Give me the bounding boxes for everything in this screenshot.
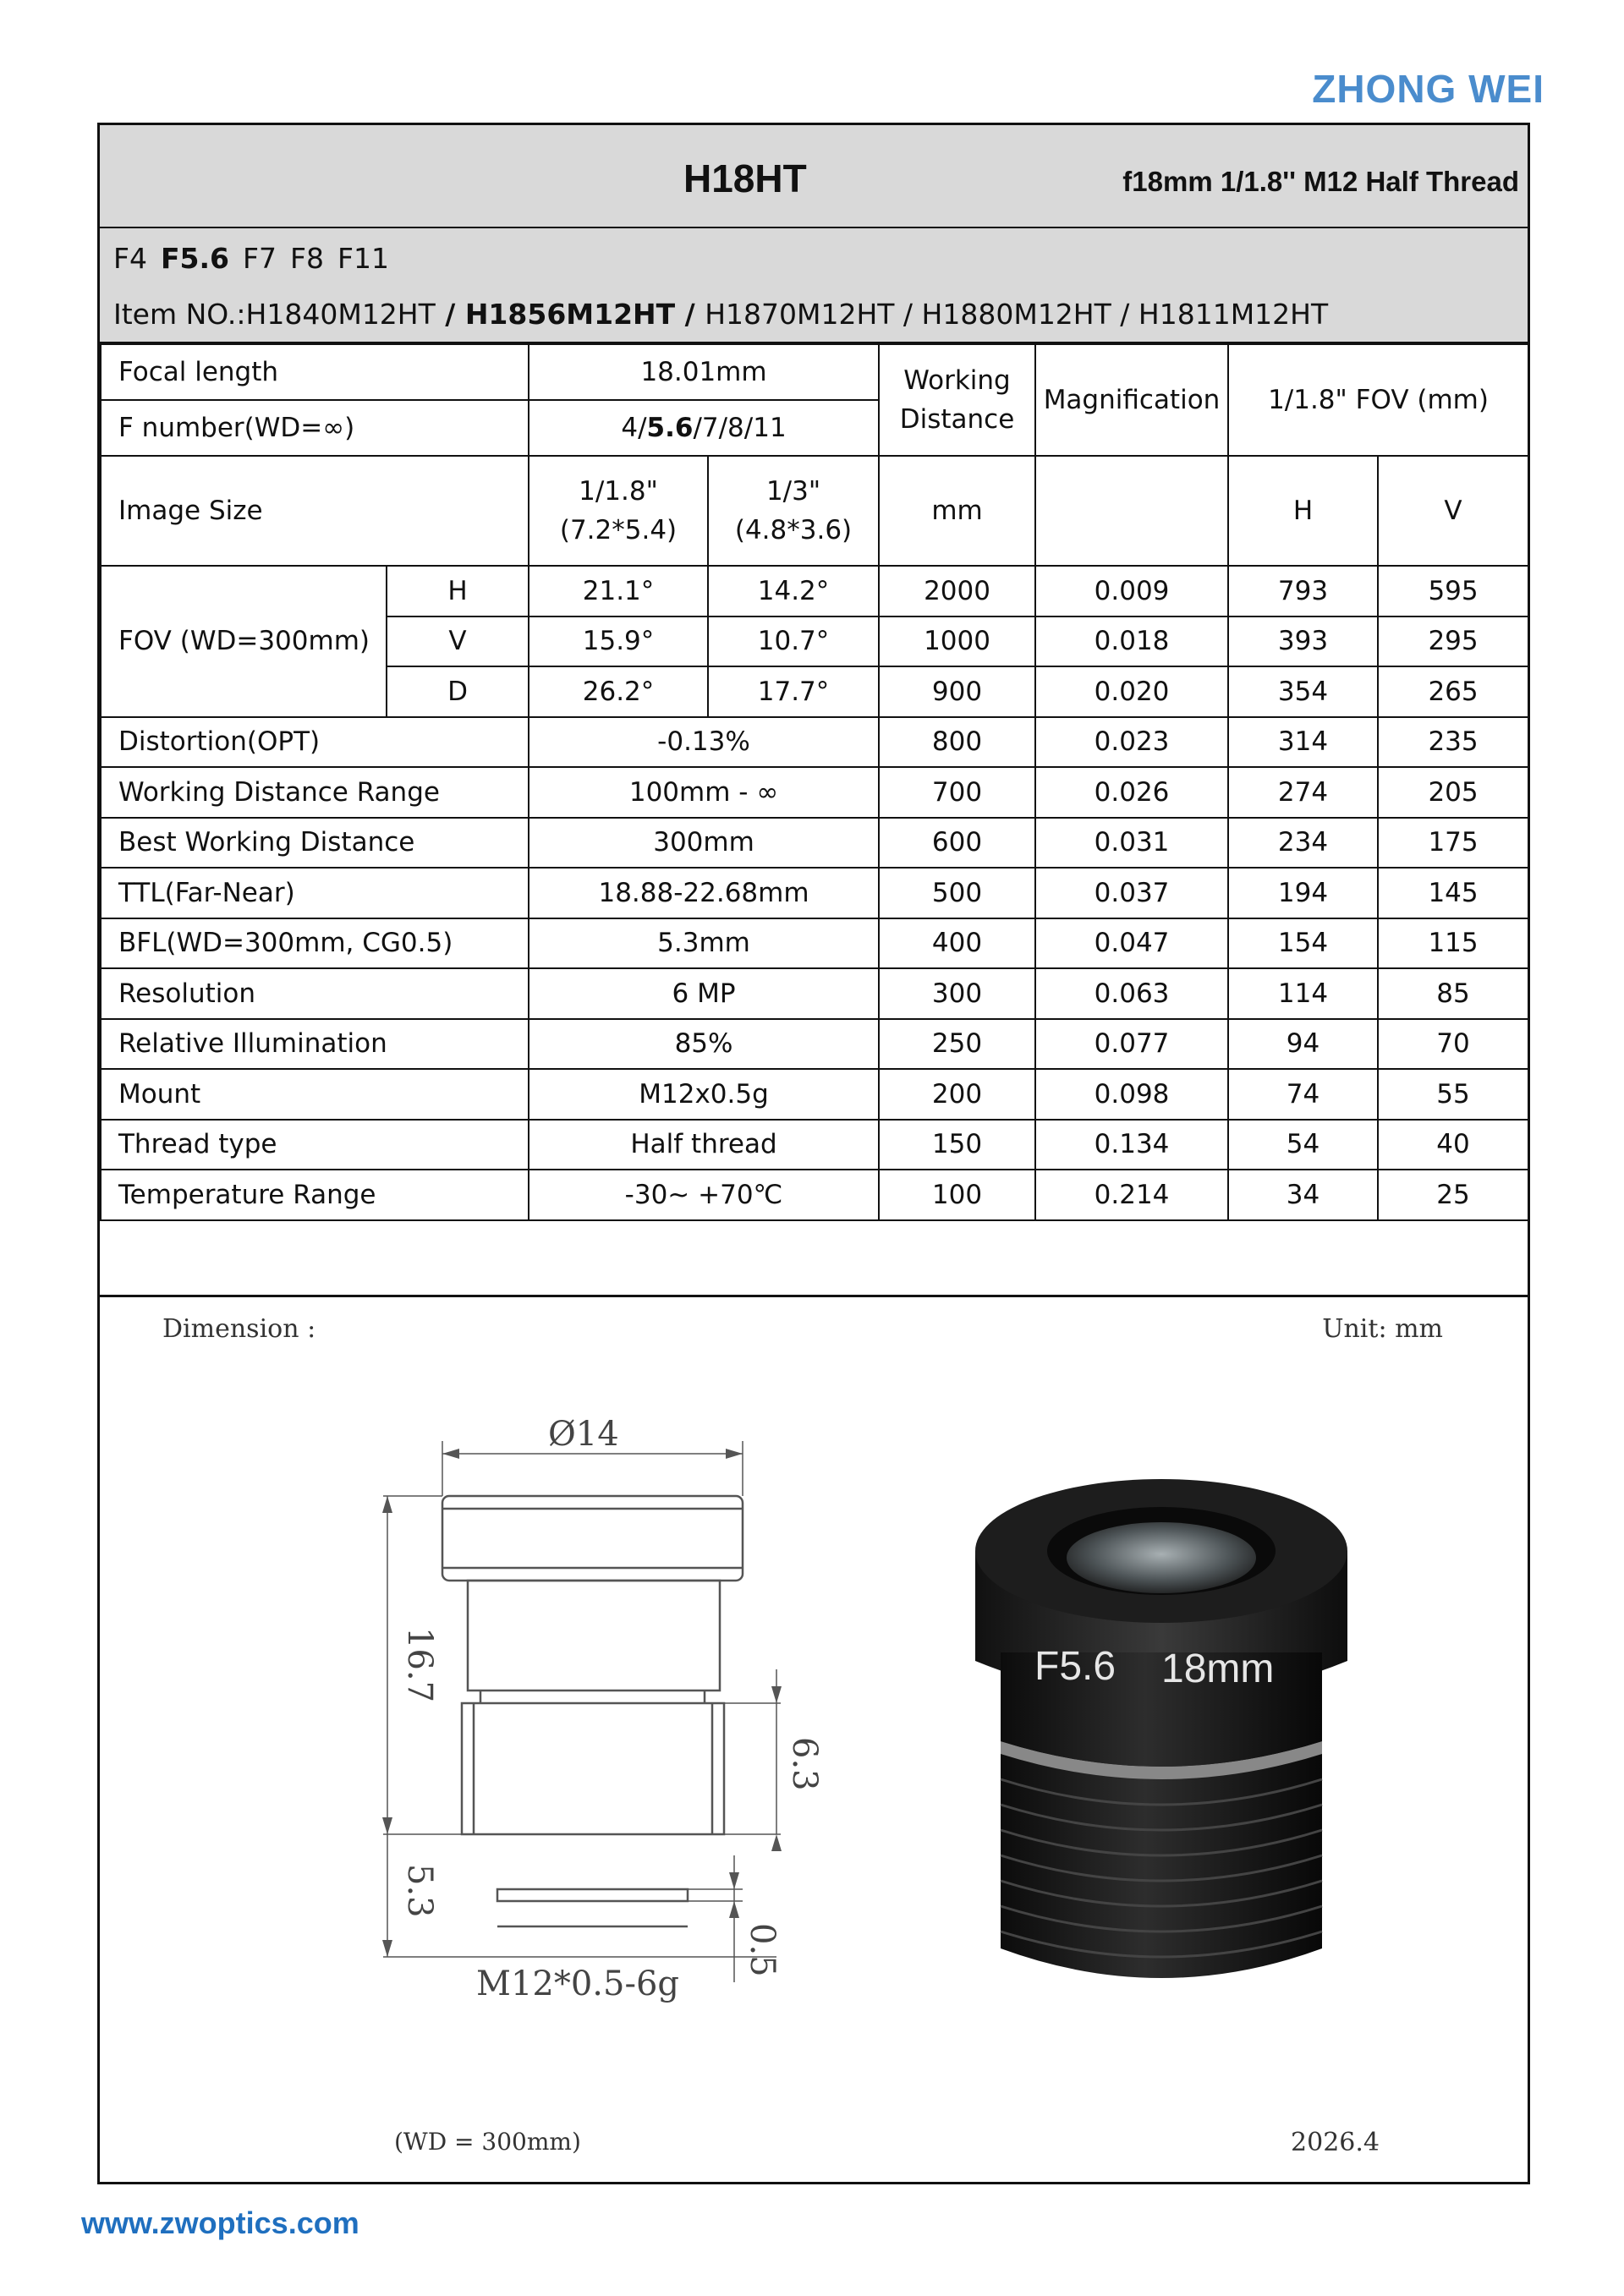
spec-value: -30~ +70℃ [529, 1170, 879, 1220]
item-number: H1811M12HT [1138, 298, 1329, 331]
fov-v-cell: 55 [1378, 1069, 1528, 1120]
fnumber-label: F number(WD=∞) [101, 400, 529, 456]
magnification-cell: 0.020 [1035, 666, 1228, 717]
item-number-separator: / [435, 298, 465, 331]
thread-spec-label: M12*0.5-6g [476, 1964, 680, 2003]
wd-note: (WD = 300mm) [394, 2128, 581, 2156]
fov-angle-a: 15.9° [529, 616, 708, 667]
fov-v-cell: 25 [1378, 1170, 1528, 1220]
item-number: H1840M12HT [245, 298, 436, 331]
fov-h-cell: 393 [1228, 616, 1378, 667]
website-link[interactable]: www.zwoptics.com [81, 2206, 359, 2240]
date-note: 2026.4 [1291, 2128, 1380, 2157]
item-number-separator: / [675, 298, 705, 331]
image-size-b [708, 456, 879, 566]
arrow-glass-bottom [729, 1901, 739, 1918]
spec-label: Best Working Distance [101, 818, 529, 869]
fov-h-cell: 94 [1228, 1019, 1378, 1070]
fov-v-cell: 115 [1378, 918, 1528, 969]
spec-value: 18.88-22.68mm [529, 868, 879, 918]
item-number-separator: / [1111, 298, 1138, 331]
magnification-cell: 0.077 [1035, 1019, 1228, 1070]
fov-h-cell: 314 [1228, 717, 1378, 768]
wd-cell: 500 [879, 868, 1035, 918]
magnification-cell: 0.018 [1035, 616, 1228, 667]
spec-value: 100mm - ∞ [529, 767, 879, 818]
table-row [101, 868, 1528, 918]
fov-v-cell: 85 [1378, 968, 1528, 1019]
fnumber-value [529, 400, 879, 456]
model-subtitle: f18mm 1/1.8'' M12 Half Thread [1122, 166, 1519, 197]
spec-label: Relative Illumination [101, 1019, 529, 1070]
fov-h-cell: 793 [1228, 566, 1378, 616]
spec-label: Mount [101, 1069, 529, 1120]
item-number-list [113, 298, 1328, 331]
table-row [101, 918, 1528, 969]
spec-value: Half thread [529, 1120, 879, 1170]
spec-value: 5.3mm [529, 918, 879, 969]
magnification-cell: 0.023 [1035, 717, 1228, 768]
fov-v-cell: 70 [1378, 1019, 1528, 1070]
focal-length-label: Focal length [101, 344, 529, 400]
fov-angle-b: 10.7° [708, 616, 879, 667]
table-row [101, 1170, 1528, 1220]
wd-cell: 800 [879, 717, 1035, 768]
fov-v-cell: 205 [1378, 767, 1528, 818]
image-size-b-dims: (4.8*3.6) [734, 515, 853, 545]
item-number-prefix: Item NO.: [113, 298, 246, 331]
arrow-glass-top [729, 1872, 739, 1889]
image-size-a-format: 1/1.8" [579, 476, 658, 507]
table-row [101, 1019, 1528, 1070]
fnumber-value-post: /7/8/11 [693, 413, 787, 443]
arrow-top [382, 1496, 392, 1513]
fov-v-cell: 235 [1378, 717, 1528, 768]
variants-band [100, 228, 1528, 343]
fov-axis: V [387, 616, 529, 667]
fov-h-cell: 114 [1228, 968, 1378, 1019]
magnification-cell: 0.037 [1035, 868, 1228, 918]
focal-length-value: 18.01mm [529, 344, 879, 400]
aperture-item: F5.6 [160, 242, 229, 275]
fov-h-cell: 234 [1228, 818, 1378, 869]
wd-cell: 2000 [879, 566, 1035, 616]
wd-cell: 900 [879, 666, 1035, 717]
image-size-a-dims: (7.2*5.4) [559, 515, 678, 545]
fov-axis: D [387, 666, 529, 717]
aperture-item: F4 [113, 242, 147, 275]
thread-length-label: 6.3 [785, 1737, 824, 1791]
spec-value: 300mm [529, 818, 879, 869]
table-row [101, 767, 1528, 818]
fov-v-cell: 40 [1378, 1120, 1528, 1170]
fov-h-cell: 54 [1228, 1120, 1378, 1170]
fnumber-value-pre: 4/ [621, 413, 647, 443]
magnification-cell: 0.134 [1035, 1120, 1228, 1170]
magnification-cell: 0.047 [1035, 918, 1228, 969]
image-size-label: Image Size [101, 456, 529, 566]
wd-cell: 150 [879, 1120, 1035, 1170]
photo-glass [1067, 1522, 1256, 1593]
drawing-body [468, 1581, 720, 1690]
fov-h-cell: 194 [1228, 868, 1378, 918]
fov-mm-header: 1/1.8" FOV (mm) [1228, 344, 1528, 456]
table-row [101, 717, 1528, 768]
table-row [101, 968, 1528, 1019]
title-band [100, 125, 1528, 228]
table-row [101, 566, 1528, 616]
drawing-glass [497, 1889, 688, 1901]
magnification-cell: 0.026 [1035, 767, 1228, 818]
fnumber-value-bold: 5.6 [646, 413, 694, 443]
fov-angle-b: 17.7° [708, 666, 879, 717]
fov-h-cell: 354 [1228, 666, 1378, 717]
image-size-b-format: 1/3" [765, 476, 821, 507]
wd-cell: 300 [879, 968, 1035, 1019]
length-label: 16.7 [400, 1627, 439, 1703]
spec-label: Temperature Range [101, 1170, 529, 1220]
fov-angle-a: 26.2° [529, 666, 708, 717]
dimension-section [100, 1295, 1528, 2182]
aperture-item: F7 [243, 242, 277, 275]
fov-h-cell: 274 [1228, 767, 1378, 818]
arrow-bottom [382, 1817, 392, 1834]
spec-label: Thread type [101, 1120, 529, 1170]
diameter-label: Ø14 [548, 1416, 619, 1454]
fov-v-cell: 175 [1378, 818, 1528, 869]
spec-label: Resolution [101, 968, 529, 1019]
fov-h-cell: 74 [1228, 1069, 1378, 1120]
arrow-right [726, 1449, 743, 1459]
fov-angle-b: 14.2° [708, 566, 879, 616]
spec-label: BFL(WD=300mm, CG0.5) [101, 918, 529, 969]
fov-h-header: H [1228, 456, 1378, 566]
working-distance-header-line1: Working [903, 365, 1011, 396]
fov-v-cell: 145 [1378, 868, 1528, 918]
wd-cell: 200 [879, 1069, 1035, 1120]
magnification-unit-cell [1035, 456, 1228, 566]
drawing-thread [462, 1703, 724, 1834]
magnification-cell: 0.214 [1035, 1170, 1228, 1220]
wd-cell: 600 [879, 818, 1035, 869]
lens-photo [967, 1458, 1356, 1999]
spec-label: TTL(Far-Near) [101, 868, 529, 918]
magnification-cell: 0.098 [1035, 1069, 1228, 1120]
arrow-bfl [382, 1940, 392, 1957]
fov-v-cell: 295 [1378, 616, 1528, 667]
dimension-label: Dimension : [162, 1314, 316, 1344]
working-distance-header [879, 344, 1035, 456]
table-row [101, 1120, 1528, 1170]
fov-label: FOV (WD=300mm) [101, 566, 387, 717]
spec-value: M12x0.5g [529, 1069, 879, 1120]
model-name: H18HT [683, 156, 807, 200]
fov-axis: H [387, 566, 529, 616]
arrow-left [442, 1449, 459, 1459]
wd-cell: 100 [879, 1170, 1035, 1220]
item-number-separator: / [894, 298, 922, 331]
arrow-thread-bottom [771, 1834, 782, 1851]
unit-mm-cell: mm [879, 456, 1035, 566]
spec-sheet [97, 123, 1530, 2184]
magnification-cell: 0.009 [1035, 566, 1228, 616]
spec-value: 6 MP [529, 968, 879, 1019]
arrow-thread-top [771, 1686, 782, 1703]
magnification-cell: 0.063 [1035, 968, 1228, 1019]
item-number: H1870M12HT [705, 298, 895, 331]
magnification-cell: 0.031 [1035, 818, 1228, 869]
fov-v-header: V [1378, 456, 1528, 566]
image-size-a [529, 456, 708, 566]
table-row [101, 1069, 1528, 1120]
spec-label: Distortion(OPT) [101, 717, 529, 768]
wd-cell: 1000 [879, 616, 1035, 667]
spec-label: Working Distance Range [101, 767, 529, 818]
fov-angle-a: 21.1° [529, 566, 708, 616]
photo-marking-f: F5.6 [1034, 1644, 1116, 1689]
wd-cell: 250 [879, 1019, 1035, 1070]
spec-table [100, 343, 1529, 1221]
item-number: H1856M12HT [464, 298, 676, 331]
glass-label: 0.5 [743, 1923, 782, 1977]
working-distance-header-line2: Distance [899, 404, 1015, 435]
table-row [101, 818, 1528, 869]
aperture-list [113, 242, 403, 275]
aperture-item: F8 [289, 242, 324, 275]
photo-marking-focal: 18mm [1161, 1647, 1275, 1691]
fov-h-cell: 154 [1228, 918, 1378, 969]
fov-v-cell: 595 [1378, 566, 1528, 616]
magnification-header: Magnification [1035, 344, 1228, 456]
dimension-drawing [252, 1416, 827, 2075]
bfl-label: 5.3 [400, 1864, 439, 1918]
aperture-item: F11 [337, 242, 389, 275]
wd-cell: 400 [879, 918, 1035, 969]
fov-v-cell: 265 [1378, 666, 1528, 717]
brand-logo: ZHONG WEI [1312, 67, 1544, 111]
unit-label: Unit: mm [1322, 1314, 1443, 1344]
fov-h-cell: 34 [1228, 1170, 1378, 1220]
spec-value: -0.13% [529, 717, 879, 768]
spec-value: 85% [529, 1019, 879, 1070]
wd-cell: 700 [879, 767, 1035, 818]
item-number: H1880M12HT [921, 298, 1111, 331]
